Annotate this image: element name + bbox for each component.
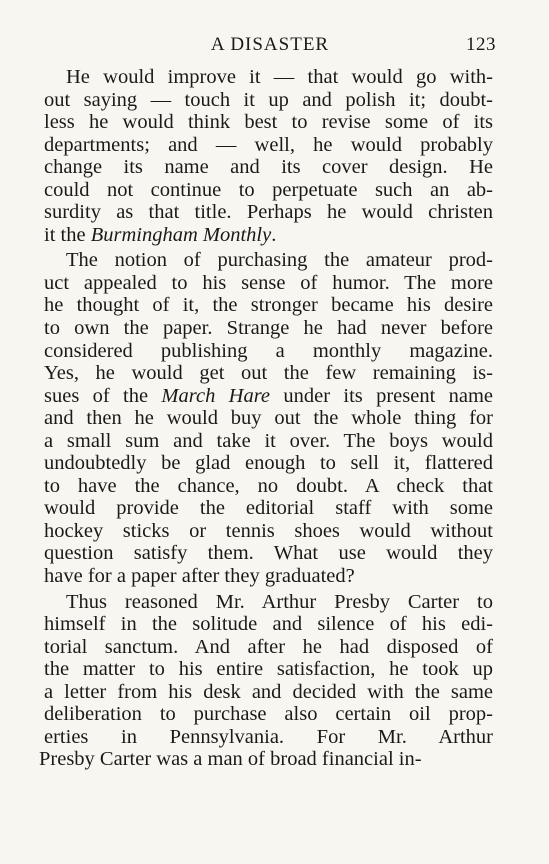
text-line: could not continue to perpetuate such an ab- — [44, 178, 493, 201]
text-line: Thus reasoned Mr. Arthur Presby Carter to — [66, 590, 493, 613]
text-line: it the Burmingham Monthly. — [44, 223, 277, 246]
italic-title: Burmingham Monthly — [90, 223, 272, 246]
chapter-title: A DISASTER — [210, 34, 330, 55]
paragraph — [39, 590, 493, 771]
italic-title: March Hare — [161, 384, 271, 407]
text-line: to have the chance, no doubt. A check that — [44, 474, 493, 497]
text-line: out saying — touch it up and polish it; doubt- — [44, 88, 493, 111]
text-line: question satisfy them. What use would they — [44, 542, 493, 565]
text-line: hockey sticks or tennis shoes would without — [44, 519, 493, 542]
text-line: surdity as that title. Perhaps he would christen — [44, 201, 493, 224]
text-line: undoubtedly be glad enough to sell it, flattered — [44, 452, 493, 475]
text-line: sues of the March Hare under its present name — [44, 384, 493, 407]
running-head — [44, 34, 496, 58]
text-line: torial sanctum. And after he had disposed of — [44, 635, 493, 658]
text-line: uct appealed to his sense of humor. The more — [44, 271, 493, 294]
text-line: erties in Pennsylvania. For Mr. Arthur — [44, 725, 493, 748]
text-line: The notion of purchasing the amateur prod- — [66, 249, 493, 272]
page-number: 123 — [466, 34, 496, 55]
body-text — [39, 66, 493, 771]
text-line: himself in the solitude and silence of his edi- — [44, 613, 493, 636]
text-line: a letter from his desk and decided with the same — [44, 680, 493, 703]
text-line: have for a paper after they graduated? — [44, 565, 355, 588]
text-line: he thought of it, the stronger became his desire — [44, 294, 493, 317]
text-line: Yes, he would get out the few remaining is- — [44, 362, 493, 385]
text-line: the matter to his entire satisfaction, he took up — [44, 658, 493, 681]
text-line: would provide the editorial staff with some — [44, 497, 493, 520]
text-line: less he would think best to revise some of its — [44, 111, 493, 134]
text-line: and then he would buy out the whole thing for — [44, 407, 493, 430]
text-line: a small sum and take it over. The boys would — [44, 429, 493, 452]
text-line: Presby Carter was a man of broad financial in- — [39, 748, 422, 771]
text-line: to own the paper. Strange he had never before — [44, 317, 493, 340]
text-line: change its name and its cover design. He — [44, 156, 493, 179]
paragraph — [44, 249, 493, 587]
text-line: deliberation to purchase also certain oil prop- — [44, 703, 493, 726]
text-line: departments; and — well, he would probably — [44, 133, 493, 156]
text-line: He would improve it — that would go with- — [66, 66, 493, 88]
paragraph — [44, 66, 493, 246]
text-line: considered publishing a monthly magazine. — [44, 339, 493, 362]
